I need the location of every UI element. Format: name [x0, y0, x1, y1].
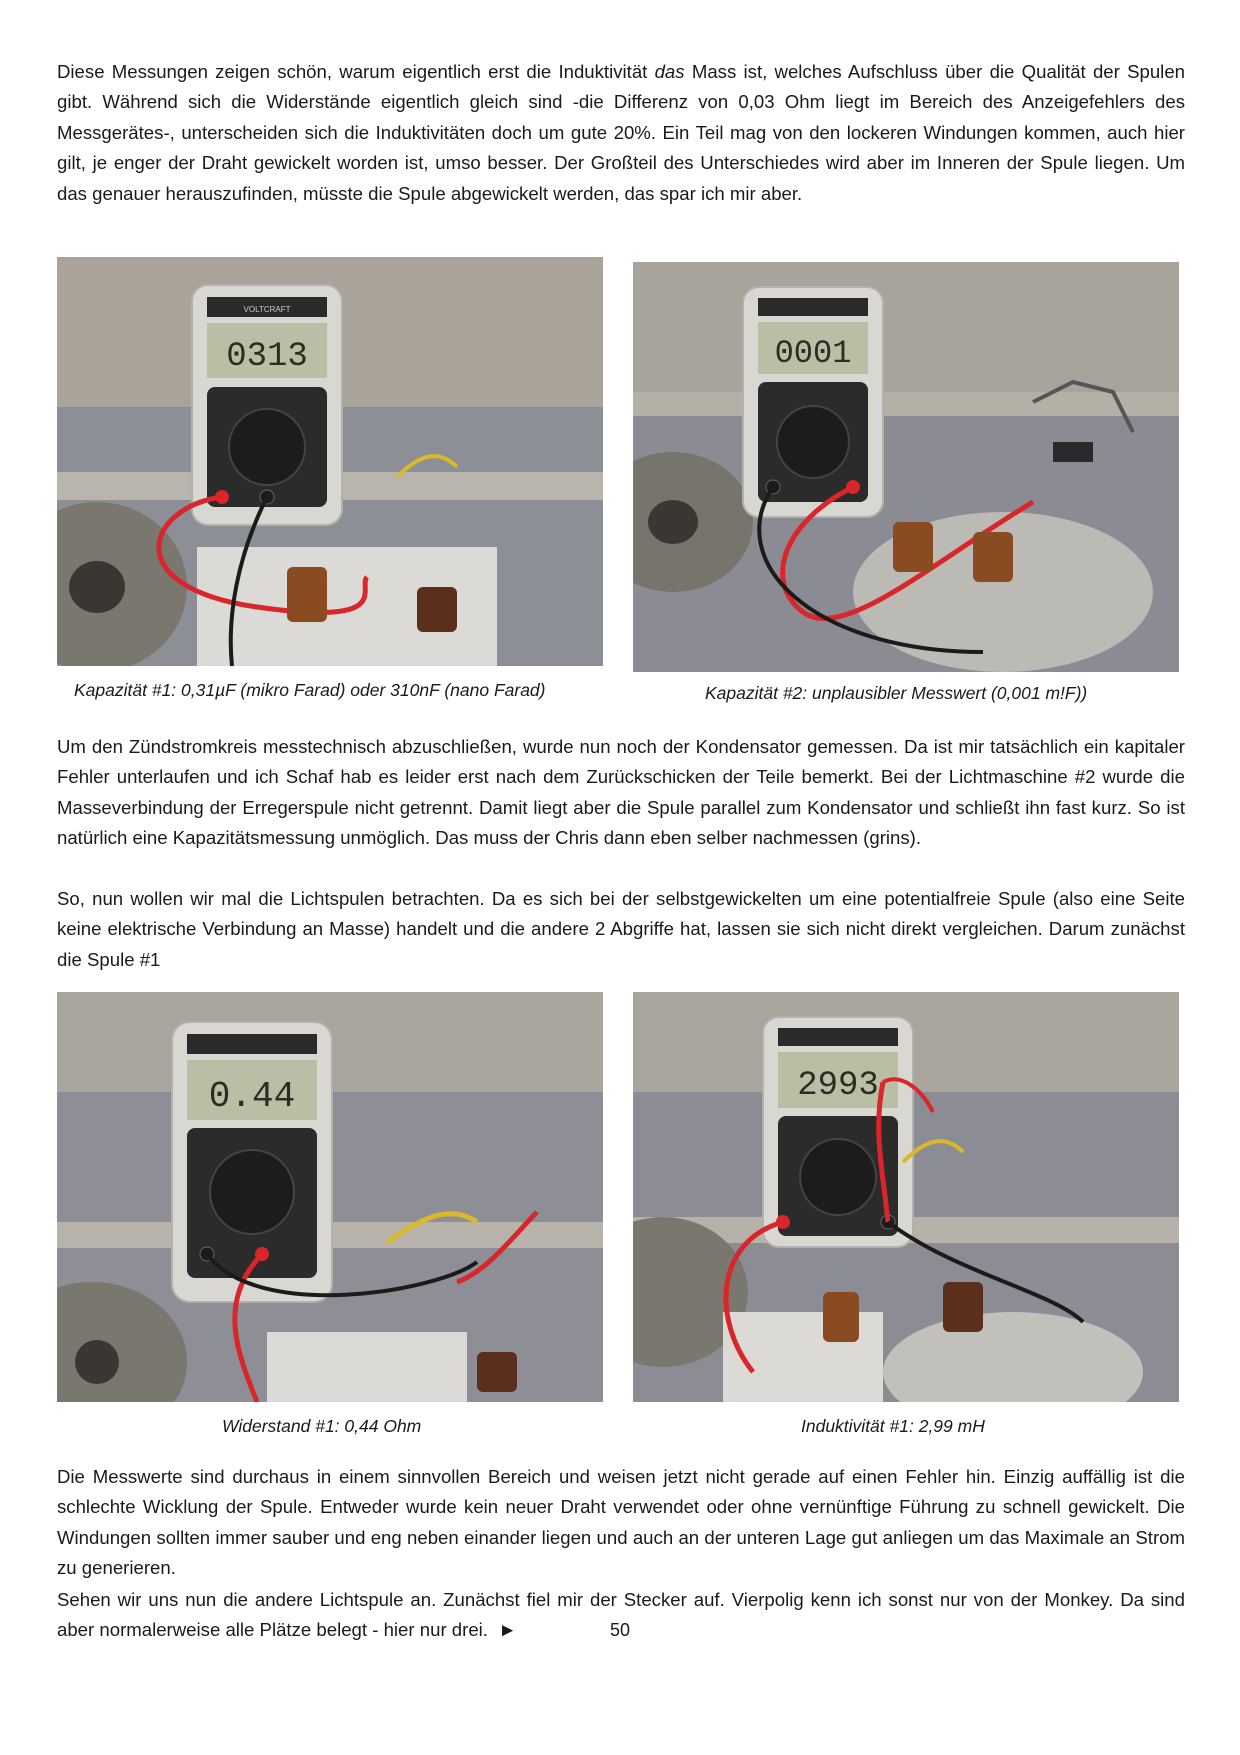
page-number: 50	[609, 1620, 631, 1640]
meter-display: 0313	[226, 338, 308, 376]
meter-display: 2993	[797, 1067, 879, 1105]
photo-capacitance-2	[633, 262, 1179, 672]
caption-resistance-1: Widerstand #1: 0,44 Ohm	[222, 1416, 422, 1436]
multimeter-photo	[57, 992, 603, 1402]
meter-display: 0.44	[208, 1076, 296, 1117]
intro-paragraph	[57, 57, 1185, 209]
paragraph-measurement-summary: Die Messwerte sind durchaus in einem sinnvollen Bereich und weisen jetzt nicht gerade auf einen Fehler hin. Einzig auffällig ist die schlechte Wicklung der Spule. Entweder wurde kein neuer Draht verwendet oder ohne vernünftige Führung zu schnell gewickelt. Die Windungen sollten immer sauber und eng neben einander liegen und auch an der unteren Lage gut anliegen um das Maximale an Strom zu generieren.	[57, 1466, 1185, 1579]
intro-text-b: Mass ist, welches Aufschluss über die Qualität der Spulen gibt. Während sich die Widerstände eigentlich gleich sind -die Differenz von 0,03 Ohm liegt im Bereich des Anzeigefehlers des Messgerätes-, unterscheiden sich die Induktivitäten doch um gute 20%. Ein Teil mag von den lockeren Windungen kommen, auch hier gilt, je enger der Draht gewickelt worden ist, umso besser. Der Großteil des Unterschiedes wird aber im Inneren der Spule liegen. Um das genauer herauszufinden, müsste die Spule abgewickelt werden, das spar ich mir aber.	[57, 61, 1185, 204]
second-coil-text: Sehen wir uns nun die andere Lichtspule an. Zunächst fiel mir der Stecker auf. Vierpolig kenn ich sonst nur von der Monkey. Da sind aber normalerweise alle Plätze belegt - hier nur drei.	[57, 1589, 1185, 1641]
photo-resistance-1	[57, 992, 603, 1402]
multimeter-photo	[57, 257, 603, 666]
caption-capacitance-2: Kapazität #2: unplausibler Messwert (0,001 m!F))	[705, 683, 1088, 703]
brand-label: VOLTCRAFT	[243, 305, 291, 314]
intro-text-a: Diese Messungen zeigen schön, warum eigentlich erst die Induktivität	[57, 61, 655, 82]
caption-capacitance-1: Kapazität #1: 0,31µF (mikro Farad) oder 310nF (nano Farad)	[74, 680, 546, 700]
intro-emphasis: das	[654, 61, 685, 82]
next-page-arrow-icon: ►	[498, 1619, 517, 1641]
multimeter-photo	[633, 262, 1179, 672]
paragraph-light-coils: So, nun wollen wir mal die Lichtspulen betrachten. Da es sich bei der selbstgewickelten um eine potentialfreie Spule (also eine Seite keine elektrische Verbindung an Masse) handelt und die andere 2 Abgriffe hat, lassen sie sich nicht direkt vergleichen. Darum zunächst die Spule #1	[57, 888, 1185, 970]
multimeter-photo	[633, 992, 1179, 1402]
photo-inductance-1	[633, 992, 1179, 1402]
caption-inductance-1: Induktivität #1: 2,99 mH	[801, 1416, 985, 1436]
paragraph-condenser: Um den Zündstromkreis messtechnisch abzuschließen, wurde nun noch der Kondensator gemessen. Da ist mir tatsächlich ein kapitaler Fehler unterlaufen und ich Schaf hab es leider erst nach dem Zurückschicken der Teile bemerkt. Bei der Lichtmaschine #2 wurde die Masseverbindung der Erregerspule nicht getrennt. Damit liegt aber die Spule parallel zum Kondensator und schließt ihn fast kurz. So ist natürlich eine Kapazitätsmessung unmöglich. Das muss der Chris dann eben selber nachmessen (grins).	[57, 736, 1185, 849]
photo-capacitance-1	[57, 257, 603, 666]
meter-display: 0001	[774, 335, 852, 372]
